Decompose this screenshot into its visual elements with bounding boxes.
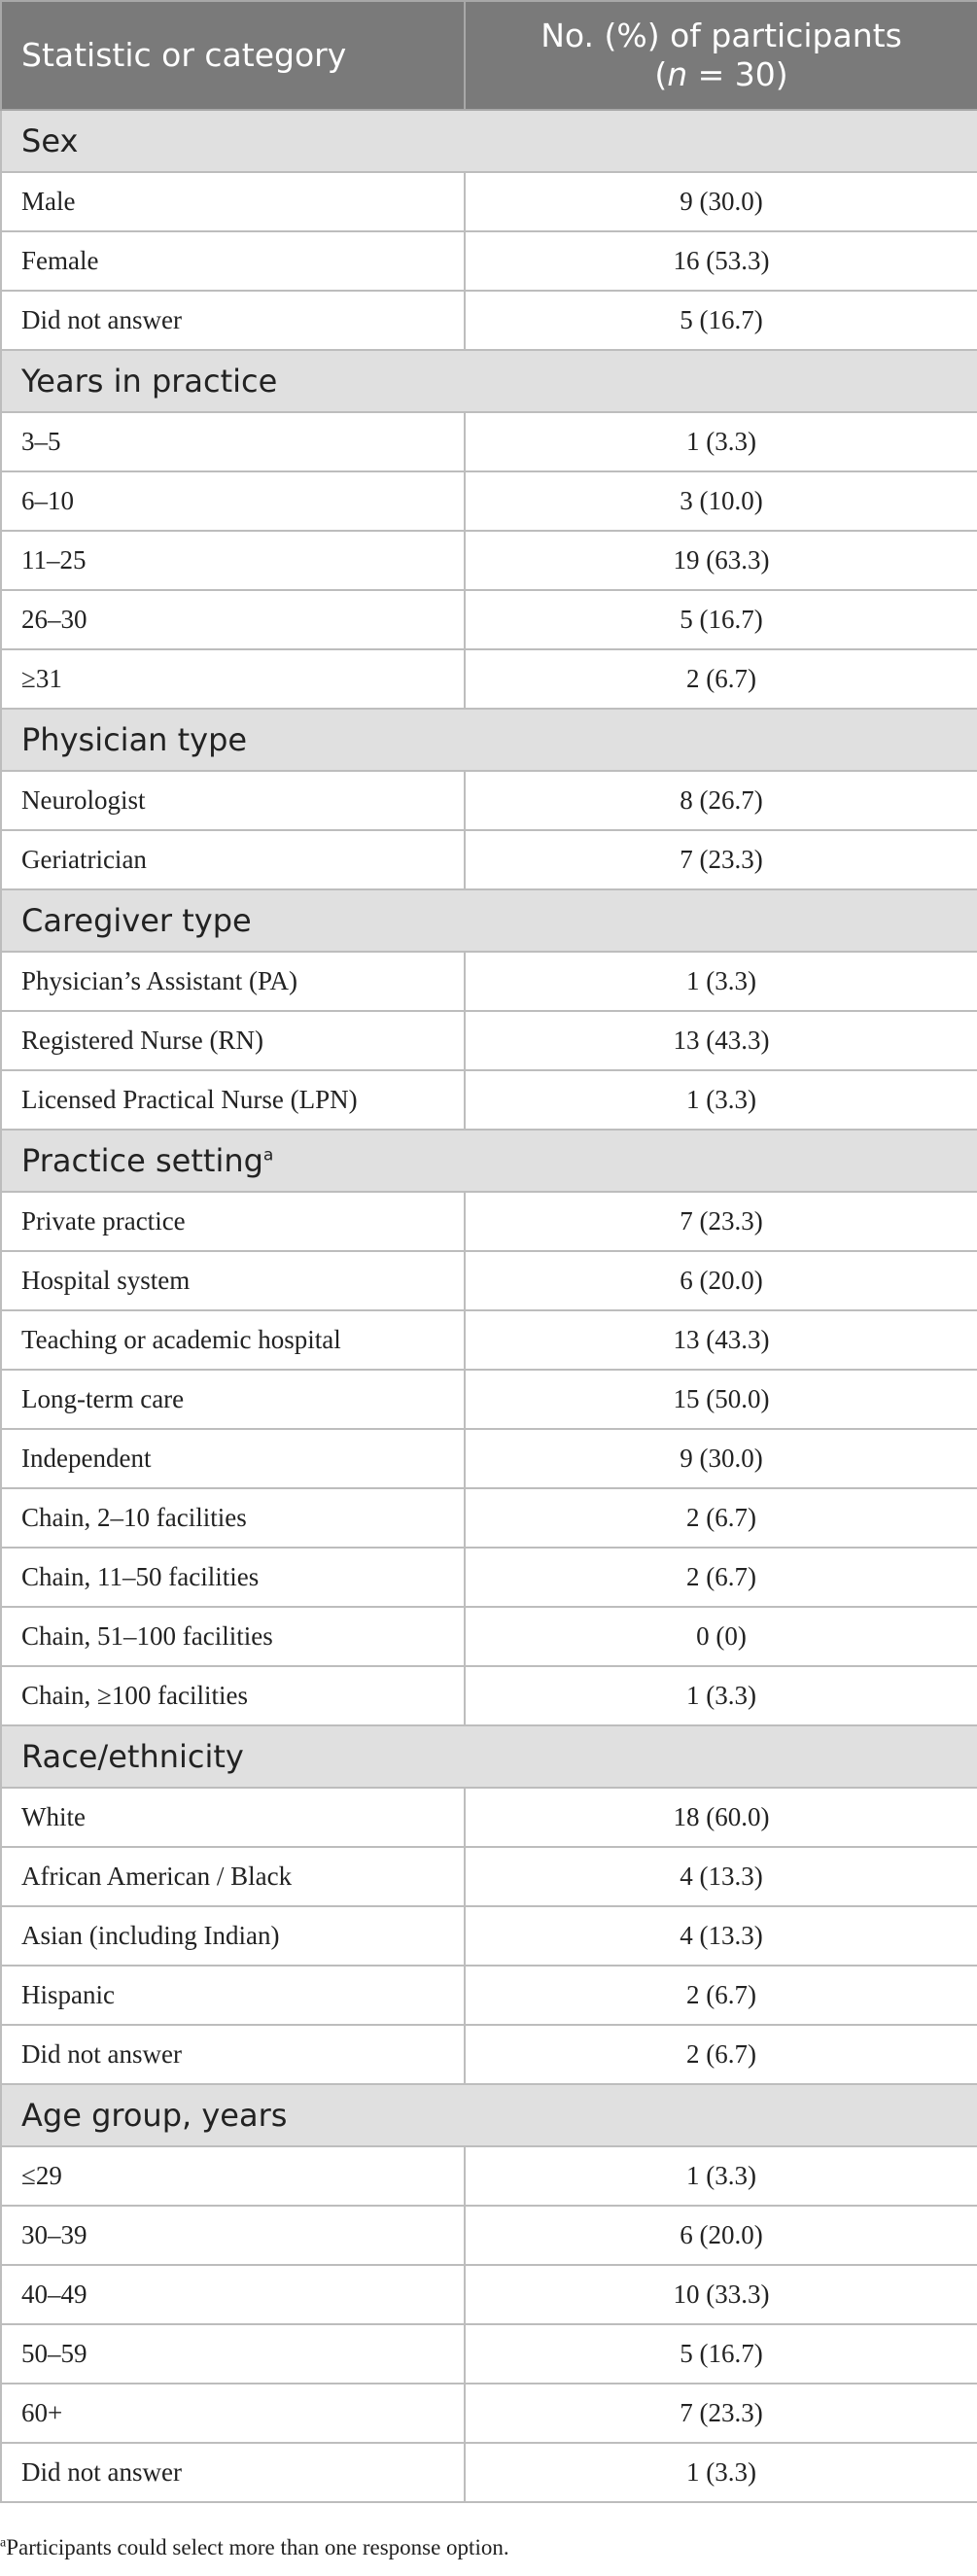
row-label: Did not answer: [1, 2443, 465, 2502]
column-header-open-paren: (: [654, 55, 668, 93]
row-label: 60+: [1, 2384, 465, 2443]
row-label: Did not answer: [1, 291, 465, 350]
table-footnote: [0, 2535, 509, 2560]
row-label: Chain, 2–10 facilities: [1, 1488, 465, 1548]
section-title-cell: [1, 709, 977, 771]
table-row: [1, 172, 977, 231]
table-row: [1, 1788, 977, 1847]
row-label: Physician’s Assistant (PA): [1, 952, 465, 1011]
row-value: 6 (20.0): [465, 1251, 977, 1310]
table-row: [1, 231, 977, 291]
row-label: Hispanic: [1, 1966, 465, 2025]
section-title-cell: [1, 1130, 977, 1192]
row-value: 7 (23.3): [465, 1192, 977, 1251]
section-title: Physician type: [21, 721, 248, 758]
table-row: [1, 1666, 977, 1725]
row-label: Geriatrician: [1, 830, 465, 889]
row-label: 6–10: [1, 471, 465, 531]
table-header: [1, 1, 977, 110]
row-label: Chain, 11–50 facilities: [1, 1548, 465, 1607]
row-label: White: [1, 1788, 465, 1847]
row-label: Registered Nurse (RN): [1, 1011, 465, 1070]
row-label: Independent: [1, 1429, 465, 1488]
section-title-cell: [1, 889, 977, 952]
section-header-row: [1, 709, 977, 771]
section-header-row: [1, 2084, 977, 2146]
row-label: 3–5: [1, 412, 465, 471]
table-row: [1, 2025, 977, 2084]
table-row: [1, 1310, 977, 1370]
section-title: Practice setting: [21, 1142, 263, 1179]
table-row: [1, 1607, 977, 1666]
table-row: [1, 412, 977, 471]
section-title-cell: [1, 2084, 977, 2146]
section-header-row: [1, 350, 977, 412]
section-header-row: [1, 1130, 977, 1192]
row-value: 19 (63.3): [465, 531, 977, 590]
column-header-participants-line2: [485, 55, 958, 94]
section-title: Caregiver type: [21, 902, 252, 939]
row-value: 7 (23.3): [465, 2384, 977, 2443]
column-header-n-value: = 30): [687, 55, 788, 93]
table-row: [1, 830, 977, 889]
section-title-cell: [1, 1725, 977, 1788]
row-value: 2 (6.7): [465, 1548, 977, 1607]
row-value: 10 (33.3): [465, 2265, 977, 2324]
footnote-marker: a: [262, 1145, 274, 1166]
section-header-row: [1, 889, 977, 952]
table-row: [1, 1429, 977, 1488]
section-header-row: [1, 110, 977, 172]
row-label: ≥31: [1, 649, 465, 709]
table-row: [1, 1548, 977, 1607]
row-value: 5 (16.7): [465, 291, 977, 350]
row-label: Neurologist: [1, 771, 465, 830]
column-header-participants-line1: No. (%) of participants: [541, 17, 902, 54]
section-title: Age group, years: [21, 2097, 288, 2134]
table-row: [1, 471, 977, 531]
row-value: 4 (13.3): [465, 1906, 977, 1966]
row-value: 0 (0): [465, 1607, 977, 1666]
row-label: Chain, 51–100 facilities: [1, 1607, 465, 1666]
section-title: Years in practice: [21, 363, 278, 400]
row-value: 9 (30.0): [465, 172, 977, 231]
table-row: [1, 1070, 977, 1130]
row-value: 16 (53.3): [465, 231, 977, 291]
row-label: 50–59: [1, 2324, 465, 2384]
row-label: Female: [1, 231, 465, 291]
section-header-row: [1, 1725, 977, 1788]
row-value: 15 (50.0): [465, 1370, 977, 1429]
row-value: 8 (26.7): [465, 771, 977, 830]
table-row: [1, 531, 977, 590]
row-label: ≤29: [1, 2146, 465, 2206]
section-title: Sex: [21, 122, 79, 159]
column-header-participants: [465, 1, 977, 110]
row-label: 40–49: [1, 2265, 465, 2324]
table-row: [1, 291, 977, 350]
row-label: Teaching or academic hospital: [1, 1310, 465, 1370]
row-value: 2 (6.7): [465, 1966, 977, 2025]
row-label: Male: [1, 172, 465, 231]
row-value: 1 (3.3): [465, 952, 977, 1011]
table-row: [1, 1847, 977, 1906]
table-row: [1, 1370, 977, 1429]
row-value: 2 (6.7): [465, 1488, 977, 1548]
footnote-text: Participants could select more than one response option.: [6, 2535, 509, 2559]
table-row: [1, 1488, 977, 1548]
row-value: 1 (3.3): [465, 1666, 977, 1725]
table-header-row: [1, 1, 977, 110]
row-value: 1 (3.3): [465, 1070, 977, 1130]
column-header-statistic: Statistic or category: [1, 1, 465, 110]
table-row: [1, 2265, 977, 2324]
row-label: Chain, ≥100 facilities: [1, 1666, 465, 1725]
table-body: [1, 110, 977, 2502]
table-row: [1, 771, 977, 830]
table-row: [1, 1251, 977, 1310]
row-label: Licensed Practical Nurse (LPN): [1, 1070, 465, 1130]
row-value: 9 (30.0): [465, 1429, 977, 1488]
table-row: [1, 1192, 977, 1251]
footnote-marker: a: [0, 2535, 7, 2551]
table-row: [1, 2384, 977, 2443]
table-row: [1, 649, 977, 709]
row-label: Hospital system: [1, 1251, 465, 1310]
column-header-n-symbol: n: [667, 55, 688, 93]
table-row: [1, 590, 977, 649]
row-label: 30–39: [1, 2206, 465, 2265]
row-label: 11–25: [1, 531, 465, 590]
row-label: African American / Black: [1, 1847, 465, 1906]
section-title-cell: [1, 350, 977, 412]
row-value: 1 (3.3): [465, 2146, 977, 2206]
row-value: 5 (16.7): [465, 590, 977, 649]
table-row: [1, 2443, 977, 2502]
table-row: [1, 1906, 977, 1966]
row-value: 3 (10.0): [465, 471, 977, 531]
row-value: 5 (16.7): [465, 2324, 977, 2384]
row-value: 1 (3.3): [465, 2443, 977, 2502]
table-row: [1, 1966, 977, 2025]
table-row: [1, 952, 977, 1011]
table-row: [1, 1011, 977, 1070]
row-label: Did not answer: [1, 2025, 465, 2084]
row-label: Asian (including Indian): [1, 1906, 465, 1966]
row-value: 2 (6.7): [465, 2025, 977, 2084]
row-value: 13 (43.3): [465, 1011, 977, 1070]
row-value: 4 (13.3): [465, 1847, 977, 1906]
row-label: 26–30: [1, 590, 465, 649]
section-title: Race/ethnicity: [21, 1738, 244, 1775]
section-title-cell: [1, 110, 977, 172]
row-value: 1 (3.3): [465, 412, 977, 471]
table-row: [1, 2324, 977, 2384]
row-label: Long-term care: [1, 1370, 465, 1429]
row-value: 6 (20.0): [465, 2206, 977, 2265]
table-row: [1, 2146, 977, 2206]
row-value: 7 (23.3): [465, 830, 977, 889]
row-value: 18 (60.0): [465, 1788, 977, 1847]
row-value: 13 (43.3): [465, 1310, 977, 1370]
row-value: 2 (6.7): [465, 649, 977, 709]
row-label: Private practice: [1, 1192, 465, 1251]
table-row: [1, 2206, 977, 2265]
